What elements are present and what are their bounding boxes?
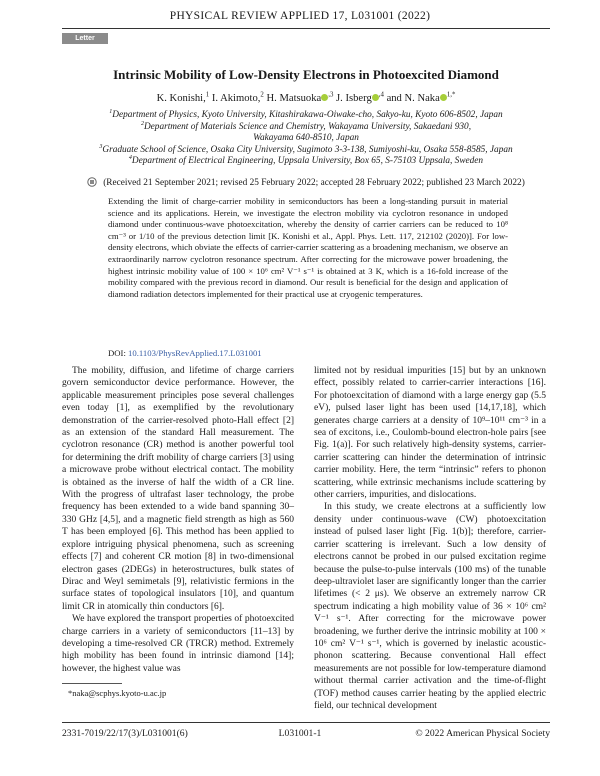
paragraph: We have explored the transport properties of photoexcited charge carriers in a variety of semiconductors [11–13] by developing a time-resolved CR (TRCR) method. Extremely high mobility has been found in intrinsic diamond [14]; however, the highest value was — [62, 614, 294, 674]
affiliation-2-cont: Wakayama 640-8510, Japan — [253, 133, 359, 143]
publication-history: (Received 21 September 2021; revised 25 February 2022; accepted 28 February 2022; published 23 March 2022) — [62, 177, 550, 190]
header-rule — [62, 28, 550, 29]
footer-page-number: L031001-1 — [278, 728, 322, 739]
paragraph: limited not by residual impurities [15] but by an unknown effect, possibly related to carrier-carrier interactions [16]. For photoexcitation of diamond with a large energy gap (5.5 eV), pulsed laser light has been used [14,17,18], which generates charge carriers at a density of 10⁹–10¹¹ cm⁻³ in a sea of excitons, i.e., Coulomb-bound electron-hole pairs [see Fig. 1(a)]. For such relatively high-density systems, carrier-carrier scattering can hinder the determination of intrinsic carrier mobility. Here, the term “intrinsic” refers to phonon scattering, while extrinsic mechanisms include scattering by other carriers, impurities, and dislocations. — [314, 366, 546, 501]
footnote-rule — [62, 683, 122, 684]
author-list — [62, 93, 550, 104]
author-naka: and N. Naka $^{1,*}$ — [386, 91, 456, 104]
paragraph: The mobility, diffusion, and lifetime of charge carriers govern semiconductor device performance. However, the applicable measurement principles pose several challenges even today [1], as exemplified by the revolutionary demonstration of the carrier-resolved photo-Hall effect [2] as an extension of the standard Hall measurement. The cyclotron resonance (CR) method is another powerful tool for determining the drift mobility of charge carriers [3] using a microwave probe without electrical contact. The mobility is obtained as the inverse of half the width of a CR line. With the progress of ultrafast laser technology, the probe frequency has been extended to a wide band spanning 30–330 GHz [4,5], and a magnetic field strength as high as 560 T has been employed [6]. This method has been applied to explore intriguing physical phenomena, such as screening effects [7] and coherent CR motion [8] in two-dimensional electron gases (2DEGs) in heterostructures, bulk states of Dirac and Weyl semimetals [9], relativistic fermions in the surface states of topological insulators [10], and quantum limit CR in atomically thin conductors [6]. — [62, 366, 294, 612]
footer-issn: 2331-7019/22/17(3)/L031001(6) — [62, 728, 188, 739]
author-akimoto: I. Akimoto,$^2$ — [211, 91, 264, 104]
author-isberg: J. Isberg $^{,4}$ — [336, 91, 384, 104]
orcid-icon[interactable] — [440, 94, 447, 101]
footer-copyright: © 2022 American Physical Society — [415, 728, 550, 739]
paragraph: In this study, we create electrons at a sufficiently low density under continuous-wave (CW) photoexcitation instead of pulsed laser light [Fig. 1(b)]; therefore, carrier-carrier scattering is irrelevant. Such a low density of electrons cannot be probed in our pulsed excitation regime because the pulse-to-pulse intervals (100 ms) of the tunable deep-ultraviolet laser are significantly longer than the carrier lifetimes (< 2 μs). We observe an extremely narrow CR spectrum indicating a high mobility value of 36 × 10⁶ cm² V⁻¹ s⁻¹. After correcting for the microwave power broadening, we further derive the intrinsic mobility at 100 × 10⁶ cm² V⁻¹ s⁻¹, which is governed by inelastic acoustic-phonon scattering. Because conventional Hall effect measurements are not possible for low-temperature diamond without thermal carrier activation and the time-of-flight (TOF) method causes carrier heating by the applied electric field, our technical development — [314, 502, 546, 711]
body-column-right — [314, 365, 546, 712]
abstract: Extending the limit of charge-carrier mobility in semiconductors has been a long-standing pursuit in material science and its applications. Herein, we investigate the electron mobility via cyclotron resonance in undoped diamond under continuous-wave photoexcitation, whereby the density of carrier carriers can be reduced to 10⁸ cm⁻³ or 1/10 of the previous detection limit [K. Konishi et al., Appl. Phys. Lett. 117, 212102 (2020)]. For low-density electrons, which obviate the effects of carrier-carrier scattering as a broadening mechanism, we observe an extraordinarily narrow cyclotron resonance spectrum. After correcting for the microwave power broadening, the highest intrinsic mobility value of 100 × 10⁶ cm² V⁻¹ s⁻¹ is obtained at 3 K, which is a 16-fold increase of the mobility compared with the previous record in diamond. Our result is beneficial for the design and application of diamond radiation detectors implemented for their practical use at cryogenic temperatures. — [108, 196, 508, 299]
document-icon[interactable] — [87, 177, 99, 190]
affiliation-1: $^1$Department of Physics, Kyoto University, Kitashirakawa-Oiwake-cho, Sakyo-ku, Kyoto 606-8502, Japan — [109, 108, 503, 120]
orcid-icon[interactable] — [372, 94, 379, 101]
footer-rule — [62, 722, 550, 723]
author-konishi: K. Konishi,$^1$ — [156, 91, 210, 104]
affiliation-4: $^4$Department of Electrical Engineering, Uppsala University, Box 65, S-75103 Uppsala, Sweden — [128, 154, 484, 166]
doi-label: DOI: — [108, 348, 126, 358]
article-type-badge: Letter — [62, 33, 108, 44]
corresponding-email[interactable]: *naka@scphys.kyoto-u.ac.jp — [68, 688, 167, 698]
affiliation-3: $^3$Graduate School of Science, Osaka City University, Sugimoto 3-3-138, Sumiyoshi-ku, Osaka 558-8585, Japan — [99, 143, 513, 155]
paper-title: Intrinsic Mobility of Low-Density Electrons in Photoexcited Diamond — [113, 67, 499, 82]
affiliation-2: $^2$Department of Materials Science and Chemistry, Wakayama University, Sakaedani 930, — [140, 120, 472, 132]
journal-header: PHYSICAL REVIEW APPLIED 17, L031001 (2022) — [169, 10, 431, 22]
author-matsuoka: H. Matsuoka $^{,3}$ — [266, 91, 334, 104]
doi-link[interactable]: 10.1103/PhysRevApplied.17.L031001 — [128, 348, 262, 358]
body-column-left — [62, 365, 294, 675]
doi-row — [108, 348, 262, 358]
